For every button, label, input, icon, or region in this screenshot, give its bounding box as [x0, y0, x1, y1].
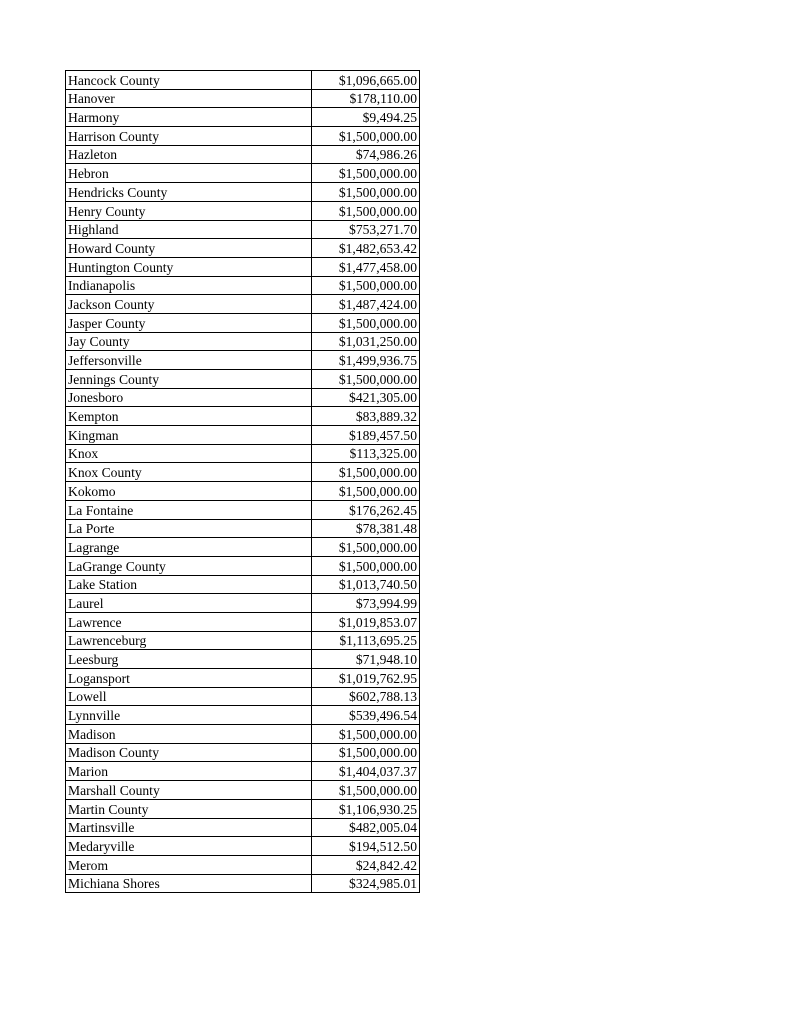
- amount-cell: $1,499,936.75: [312, 351, 420, 370]
- amount-cell: $1,106,930.25: [312, 799, 420, 818]
- locality-name-cell: Lynnville: [66, 706, 312, 725]
- amount-cell: $1,031,250.00: [312, 332, 420, 351]
- locality-name-cell: Harrison County: [66, 127, 312, 146]
- locality-name-cell: Hebron: [66, 164, 312, 183]
- locality-name-cell: Jasper County: [66, 313, 312, 332]
- locality-name-cell: Indianapolis: [66, 276, 312, 295]
- table-row: [66, 220, 420, 239]
- table-row: [66, 407, 420, 426]
- table-row: [66, 799, 420, 818]
- locality-name-cell: Knox: [66, 444, 312, 463]
- table-row: [66, 332, 420, 351]
- locality-name-cell: Harmony: [66, 108, 312, 127]
- table-row: [66, 313, 420, 332]
- table-row: [66, 295, 420, 314]
- amount-cell: $1,500,000.00: [312, 463, 420, 482]
- table-row: [66, 201, 420, 220]
- locality-name-cell: Laurel: [66, 594, 312, 613]
- amounts-table: [65, 70, 420, 893]
- amount-cell: $78,381.48: [312, 519, 420, 538]
- locality-name-cell: Lagrange: [66, 538, 312, 557]
- amount-cell: $482,005.04: [312, 818, 420, 837]
- locality-name-cell: Marion: [66, 762, 312, 781]
- locality-name-cell: Merom: [66, 855, 312, 874]
- table-row: [66, 650, 420, 669]
- amount-cell: $1,500,000.00: [312, 725, 420, 744]
- locality-name-cell: LaGrange County: [66, 556, 312, 575]
- locality-name-cell: Logansport: [66, 669, 312, 688]
- table-row: [66, 706, 420, 725]
- amount-cell: $1,500,000.00: [312, 743, 420, 762]
- table-row: [66, 538, 420, 557]
- amount-cell: $9,494.25: [312, 108, 420, 127]
- locality-name-cell: Hanover: [66, 89, 312, 108]
- amount-cell: $539,496.54: [312, 706, 420, 725]
- locality-name-cell: Kingman: [66, 426, 312, 445]
- table-row: [66, 388, 420, 407]
- locality-name-cell: Huntington County: [66, 257, 312, 276]
- locality-name-cell: Madison County: [66, 743, 312, 762]
- amount-cell: $1,500,000.00: [312, 276, 420, 295]
- locality-name-cell: Highland: [66, 220, 312, 239]
- table-row: [66, 482, 420, 501]
- table-row: [66, 781, 420, 800]
- table-row: [66, 351, 420, 370]
- amount-cell: $1,013,740.50: [312, 575, 420, 594]
- table-row: [66, 183, 420, 202]
- table-row: [66, 612, 420, 631]
- table-row: [66, 239, 420, 258]
- amount-cell: $602,788.13: [312, 687, 420, 706]
- amount-cell: $421,305.00: [312, 388, 420, 407]
- amount-cell: $1,500,000.00: [312, 183, 420, 202]
- table-row: [66, 874, 420, 893]
- amount-cell: $1,500,000.00: [312, 127, 420, 146]
- table-row: [66, 444, 420, 463]
- locality-name-cell: Lake Station: [66, 575, 312, 594]
- amount-cell: $1,019,762.95: [312, 669, 420, 688]
- table-row: [66, 519, 420, 538]
- locality-name-cell: Martinsville: [66, 818, 312, 837]
- locality-name-cell: Lowell: [66, 687, 312, 706]
- table-row: [66, 426, 420, 445]
- table-row: [66, 108, 420, 127]
- amounts-table-body: [66, 71, 420, 893]
- amount-cell: $73,994.99: [312, 594, 420, 613]
- amount-cell: $1,500,000.00: [312, 370, 420, 389]
- locality-name-cell: Lawrence: [66, 612, 312, 631]
- amount-cell: $71,948.10: [312, 650, 420, 669]
- table-row: [66, 370, 420, 389]
- amount-cell: $74,986.26: [312, 145, 420, 164]
- amount-cell: $1,096,665.00: [312, 71, 420, 90]
- locality-name-cell: Marshall County: [66, 781, 312, 800]
- amount-cell: $1,500,000.00: [312, 781, 420, 800]
- locality-name-cell: Howard County: [66, 239, 312, 258]
- locality-name-cell: Hancock County: [66, 71, 312, 90]
- amount-cell: $189,457.50: [312, 426, 420, 445]
- table-row: [66, 818, 420, 837]
- amount-cell: $1,500,000.00: [312, 201, 420, 220]
- table-row: [66, 145, 420, 164]
- table-row: [66, 669, 420, 688]
- amount-cell: $194,512.50: [312, 837, 420, 856]
- amount-cell: $178,110.00: [312, 89, 420, 108]
- locality-name-cell: Jennings County: [66, 370, 312, 389]
- amount-cell: $1,500,000.00: [312, 482, 420, 501]
- locality-name-cell: Leesburg: [66, 650, 312, 669]
- table-row: [66, 463, 420, 482]
- amount-cell: $1,500,000.00: [312, 313, 420, 332]
- amount-cell: $1,500,000.00: [312, 538, 420, 557]
- table-row: [66, 762, 420, 781]
- amount-cell: $1,477,458.00: [312, 257, 420, 276]
- amount-cell: $1,019,853.07: [312, 612, 420, 631]
- locality-name-cell: Lawrenceburg: [66, 631, 312, 650]
- table-row: [66, 127, 420, 146]
- locality-name-cell: Hazleton: [66, 145, 312, 164]
- amount-cell: $753,271.70: [312, 220, 420, 239]
- table-row: [66, 164, 420, 183]
- locality-name-cell: Medaryville: [66, 837, 312, 856]
- table-row: [66, 575, 420, 594]
- table-row: [66, 276, 420, 295]
- table-row: [66, 89, 420, 108]
- locality-name-cell: Hendricks County: [66, 183, 312, 202]
- locality-name-cell: Henry County: [66, 201, 312, 220]
- table-row: [66, 500, 420, 519]
- amount-cell: $83,889.32: [312, 407, 420, 426]
- table-row: [66, 725, 420, 744]
- locality-name-cell: Jackson County: [66, 295, 312, 314]
- amount-cell: $1,113,695.25: [312, 631, 420, 650]
- table-row: [66, 855, 420, 874]
- amount-cell: $1,482,653.42: [312, 239, 420, 258]
- amount-cell: $176,262.45: [312, 500, 420, 519]
- locality-name-cell: Jeffersonville: [66, 351, 312, 370]
- locality-name-cell: Madison: [66, 725, 312, 744]
- locality-name-cell: Jay County: [66, 332, 312, 351]
- amount-cell: $1,404,037.37: [312, 762, 420, 781]
- locality-name-cell: Jonesboro: [66, 388, 312, 407]
- locality-name-cell: Martin County: [66, 799, 312, 818]
- table-row: [66, 631, 420, 650]
- locality-name-cell: La Porte: [66, 519, 312, 538]
- amount-cell: $1,500,000.00: [312, 556, 420, 575]
- amount-cell: $1,500,000.00: [312, 164, 420, 183]
- table-row: [66, 743, 420, 762]
- table-row: [66, 687, 420, 706]
- amount-cell: $1,487,424.00: [312, 295, 420, 314]
- locality-name-cell: Michiana Shores: [66, 874, 312, 893]
- locality-name-cell: Kempton: [66, 407, 312, 426]
- table-row: [66, 257, 420, 276]
- locality-name-cell: Kokomo: [66, 482, 312, 501]
- locality-name-cell: La Fontaine: [66, 500, 312, 519]
- table-row: [66, 837, 420, 856]
- table-row: [66, 594, 420, 613]
- locality-name-cell: Knox County: [66, 463, 312, 482]
- amount-cell: $24,842.42: [312, 855, 420, 874]
- table-row: [66, 556, 420, 575]
- table-row: [66, 71, 420, 90]
- amount-cell: $113,325.00: [312, 444, 420, 463]
- amount-cell: $324,985.01: [312, 874, 420, 893]
